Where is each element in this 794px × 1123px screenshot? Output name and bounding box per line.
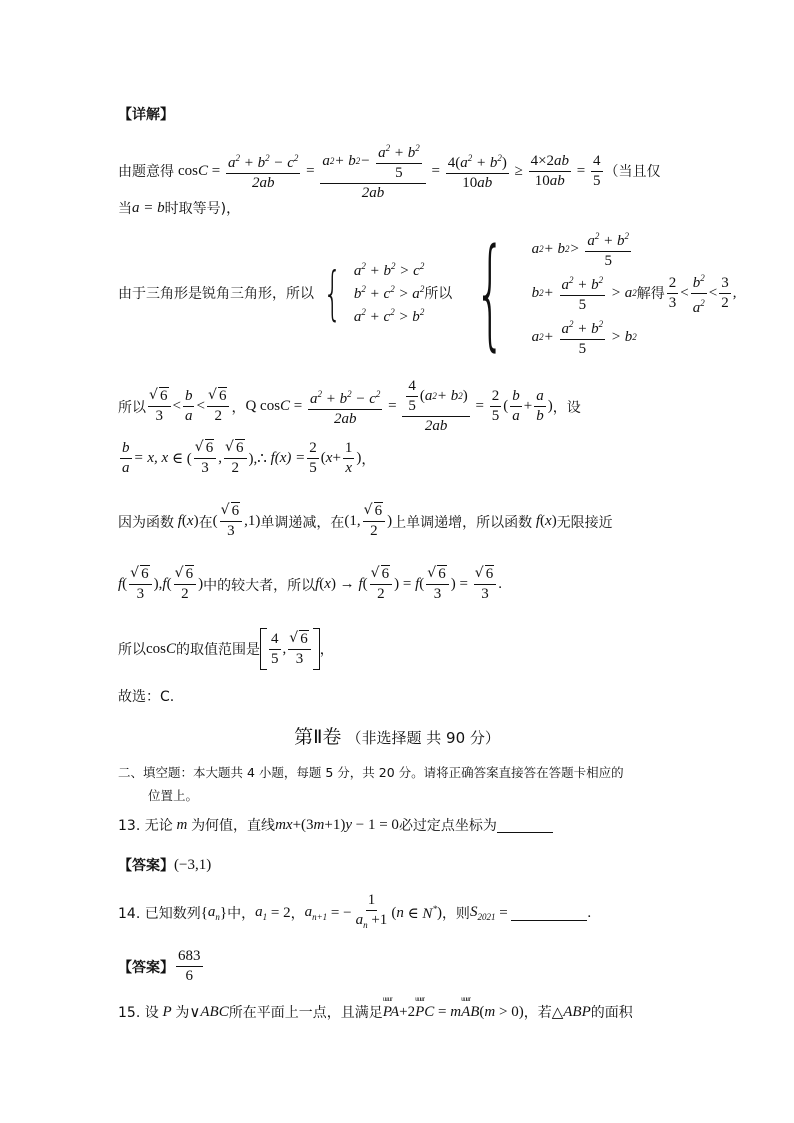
derivation-line-4: 所以 √ $\frac{6}{3}$ < $\frac{b}{a}$ < √ $\frac{6}{2}$ ， Q cos C = $\frac{a^2 + b^2 - c^2}{2ab}$ = $\frac{4}{5}$ ( a 2 + b 2 ) 2ab = $\frac{2}{5}$ ( $\frac{b}{a}$ + $\frac{a}{b}$ ) ， 设 <box>118 378 581 435</box>
line3-solve: 解得 <box>636 286 665 302</box>
derivation-line-3: 由于三角形是锐角三角形，所以 { $a^2 + b^2 > c^2$ $b^2 + c^2 > a^2$ $a^2 + c^2 > b^2$ 所以 { a 2 + b 2 > $\frac{a^2 + b^2}{5}$ b 2 + $\frac{a^2 + b^2}{5}$ > a 2 a 2 + $\frac{a^2 + b^2}{5}$ > b 2 解得 $\frac{2}{3}$ < $\frac{b^2}{a^2}$ < $\frac{3}{2}$ , <box>118 223 737 363</box>
q15-c: 所在平面上一点，且满足 <box>228 1005 383 1021</box>
section-subtitle: （非选择题 共 90 分） <box>346 729 500 747</box>
detail-header: 【详解】 <box>118 107 174 123</box>
section-title-main: 第Ⅱ卷 <box>294 726 342 748</box>
line3-mid: 所以 <box>424 286 453 302</box>
line2-eq: a = b <box>132 199 165 216</box>
line6-c: 单调递减，在 <box>260 514 345 531</box>
line1-suffix: （当且仅 <box>604 164 661 180</box>
line8-a: 所以 <box>118 642 146 658</box>
a13-value: (−3,1) <box>174 856 212 873</box>
line8-b: 的取值范围是 <box>176 642 261 658</box>
a14-den: 6 <box>185 968 193 984</box>
answer-14 <box>118 948 205 985</box>
q13-b: 为何值，直线 <box>191 818 276 834</box>
instruction-line-2: 位置上。 <box>148 788 199 803</box>
line4-prefix: 所以 <box>118 399 146 416</box>
derivation-line-7: f ( √ $\frac{6}{3}$ ), f ( √ $\frac{6}{2}$ ) 中的较大者，所以 f ( x ) → f ( √ $\frac{6}{2}$ ) = f ( √ $\frac{6}{3}$ ) = √ $\frac{6}{3}$ . <box>118 566 502 603</box>
q13-num: 13. 无论 <box>118 818 173 834</box>
derivation-line-1: 由题意得 cos C = $\frac{a^2 + b^2 - c^2}{2ab}$ = a 2 + b 2 − $\frac{a^2 + b^2}{5}$ 2ab = $\frac{4(a^2 + b^2)}{10ab}$ ≥ $\frac{4\times 2ab}{10ab}$ = $\frac{4}{5}$ （当且仅 <box>118 140 661 202</box>
q14-b: 中， <box>227 906 256 922</box>
q15-e: 的面积 <box>590 1005 633 1021</box>
derivation-line-2 <box>118 198 240 218</box>
derivation-line-6: 因为函数 f ( x ) 在 ( √ $\frac{6}{3}$ ,1) 单调递减，在 (1, √ $\frac{6}{2}$ ) 上单调递增，所以函数 f ( x ) 无限接近 <box>118 503 613 540</box>
line1-prefix: 由题意得 <box>118 164 174 180</box>
answer-13 <box>118 855 211 875</box>
q14-c: ， <box>290 906 305 922</box>
a13-label: 【答案】 <box>118 858 174 874</box>
line5-text: f(x) = <box>270 450 306 466</box>
line4-suffix: 设 <box>566 399 581 416</box>
line6-d: 上单调递增，所以函数 <box>392 514 533 531</box>
question-15: 15. 设 P 为 ∨ ABC 所在平面上一点，且满足 uuur PA +2 uuur PC = m uuur AB ( m > 0) ，若 △ ABP 的面积 <box>118 1002 633 1022</box>
derivation-line-5: $\frac{b}{a}$ = x, x ∈ ( √ $\frac{6}{3}$ , √ $\frac{6}{2}$ ),∴ f(x) = $\frac{2}{5}$ ( x + $\frac{1}{x}$ ) ， <box>118 440 375 477</box>
line7-a: 中的较大者，所以 <box>203 577 316 594</box>
q15-num: 15. 设 <box>118 1005 159 1021</box>
q13-answer-blank <box>497 818 553 833</box>
line2-pre: 当 <box>118 201 132 217</box>
line3-prefix: 由于三角形是锐角三角形，所以 <box>118 286 314 302</box>
question-14: 14. 已知数列 { $a_n$ } 中， $a_1$ = 2 ， $a_{n+1}$ = − $\frac{1}{a_n +1}$ ( n ∈ N* ) ，则 $S_{2021}$ = . <box>118 892 592 930</box>
line4-mid: Q <box>245 398 257 414</box>
a14-num: 683 <box>176 948 203 967</box>
instruction-line-1: 二、填空题：本大题共 4 小题，每题 5 分，共 20 分。请将正确答案直接答在答题卡相应的 <box>118 765 624 780</box>
q13-c: 必过定点坐标为 <box>398 818 497 834</box>
q14-d: ，则 <box>441 906 470 922</box>
line6-e: 无限接近 <box>556 514 613 531</box>
q14-answer-blank <box>511 906 587 921</box>
q15-b: 为 <box>175 1005 190 1021</box>
derivation-line-8: 所以 cos C 的取值范围是 $\frac{4}{5}$ , √ $\frac{6}{3}$ ， <box>118 628 334 670</box>
q14-num: 14. 已知数列 <box>118 906 201 922</box>
q15-d: ，若 <box>523 1005 552 1021</box>
a14-label: 【答案】 <box>118 959 174 976</box>
section-title <box>0 722 794 749</box>
answer-choice: 故选：C. <box>118 689 175 705</box>
question-13: 13. 无论 m 为何值，直线 mx +(3 m +1) y − 1 = 0 必过定点坐标为 <box>118 815 553 835</box>
line6-a: 因为函数 <box>118 514 174 531</box>
line6-b: 在 <box>198 514 213 531</box>
line2-post: 时取等号)， <box>164 201 241 217</box>
